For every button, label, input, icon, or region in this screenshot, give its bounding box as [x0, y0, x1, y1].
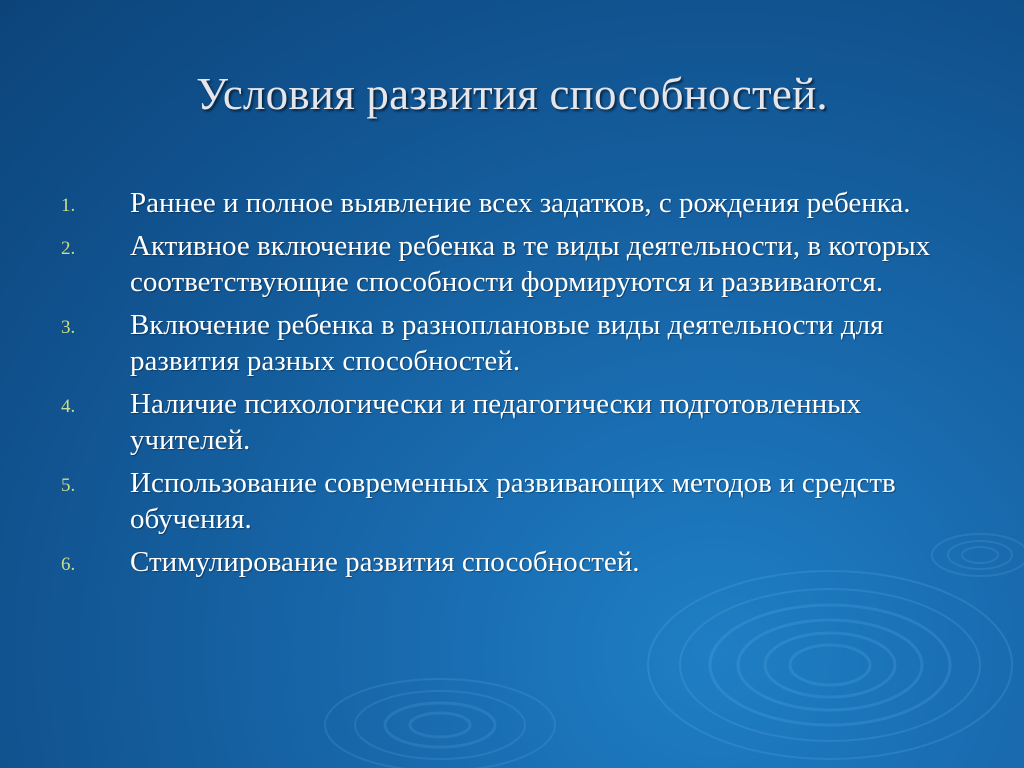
list-item: [60, 465, 980, 537]
list-item-number: 2.: [61, 238, 76, 259]
conditions-list: [60, 185, 980, 587]
list-item-number: 6.: [61, 554, 76, 575]
list-item: [60, 544, 980, 580]
list-item-text: Раннее и полное выявление всех задатков, с рождения ребенка.: [130, 187, 911, 219]
list-item-text: Наличие психологически и педагогически подготовленных учителей.: [130, 388, 862, 456]
list-item-text: Стимулирование развития способностей.: [130, 546, 640, 578]
list-item-text: Использование современных развивающих методов и средств обучения.: [130, 467, 896, 535]
list-item-number: 3.: [61, 317, 76, 338]
list-item: [60, 228, 980, 300]
list-item-number: 1.: [61, 195, 76, 216]
list-item: [60, 307, 980, 379]
list-item-number: 4.: [61, 396, 76, 417]
list-item-number: 5.: [61, 475, 76, 496]
list-item-text: Включение ребенка в разноплановые виды деятельности для развития разных способностей.: [130, 309, 884, 377]
list-item: [60, 185, 980, 221]
list-item: [60, 386, 980, 458]
slide-title: Условия развития способностей.: [196, 69, 828, 119]
list-item-text: Активное включение ребенка в те виды деятельности, в которых соответствующие способности формируются и развиваются.: [130, 230, 931, 298]
